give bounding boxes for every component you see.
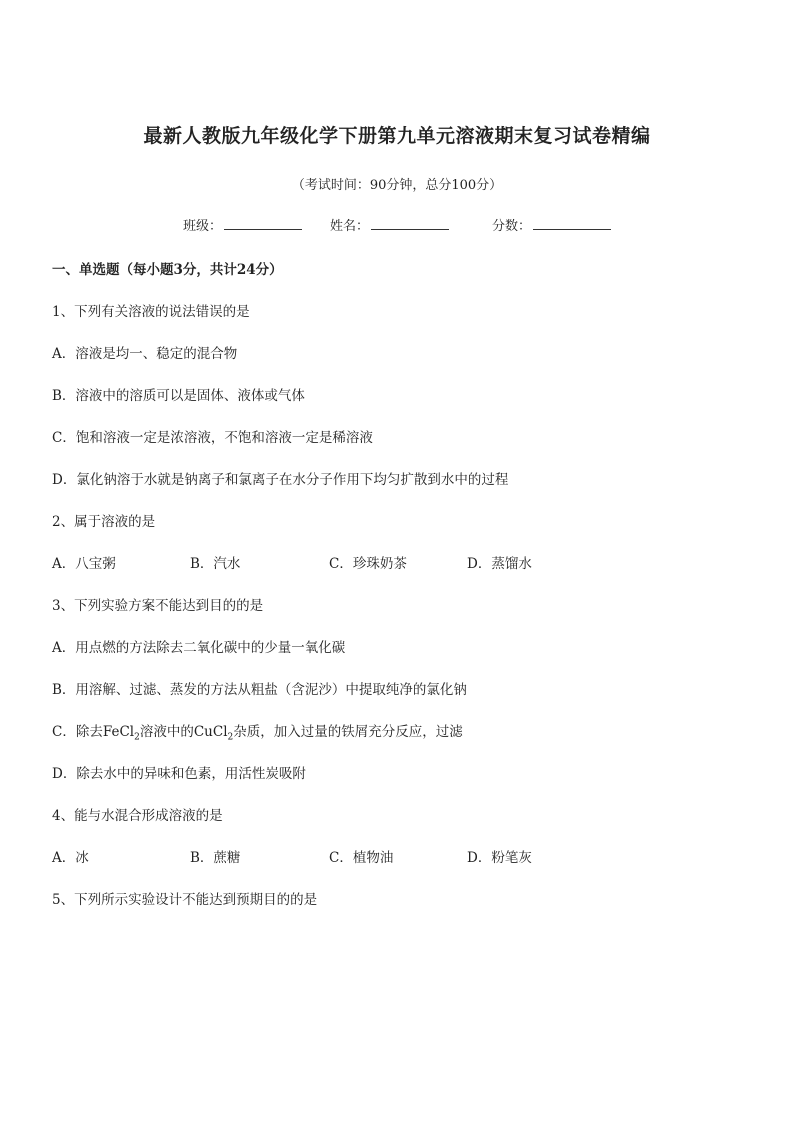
question-5-stem: 5、下列所示实验设计不能达到预期目的的是 [52,892,318,908]
question-1-stem: 1、下列有关溶液的说法错误的是 [52,304,250,320]
subscript-2: 2 [227,732,234,743]
question-3-option-a: A．用点燃的方法除去二氧化碳中的少量一氧化碳 [52,640,346,656]
question-1-option-b: B．溶液中的溶质可以是固体、液体或气体 [52,388,305,404]
name-label: 姓名： [330,219,370,234]
question-3-stem: 3、下列实验方案不能达到目的的是 [52,598,264,614]
question-3-option-c [52,720,463,743]
score-field [492,215,611,234]
score-label: 分数： [492,219,532,234]
question-4-option-c: C．植物油 [329,850,394,866]
question-3-option-c-middle: 溶液中的CuCl [139,724,228,740]
class-field [183,215,302,234]
question-1-option-a: A．溶液是均一、稳定的混合物 [52,346,238,362]
class-blank[interactable] [224,217,302,230]
question-3-option-c-prefix: C．除去FeCl [52,724,135,740]
question-2-options [52,552,752,572]
class-label: 班级： [183,219,223,234]
question-4-option-b: B．蔗糖 [190,850,241,866]
score-blank[interactable] [533,217,611,230]
name-blank[interactable] [371,217,449,230]
subscript-2: 2 [134,732,140,743]
question-2-option-c: C．珍珠奶茶 [329,556,407,572]
question-3-option-c-suffix: 杂质，加入过量的铁屑充分反应，过滤 [233,724,463,740]
question-2-option-d: D．蒸馏水 [467,556,532,572]
question-2-option-b: B．汽水 [190,556,241,572]
name-field [330,215,449,234]
question-1-option-d: D．氯化钠溶于水就是钠离子和氯离子在水分子作用下均匀扩散到水中的过程 [52,472,509,488]
question-4-stem: 4、能与水混合形成溶液的是 [52,808,223,824]
question-4-options [52,846,752,866]
question-3-option-b: B．用溶解、过滤、蒸发的方法从粗盐（含泥沙）中提取纯净的氯化钠 [52,682,467,698]
exam-duration-note: （考试时间：90分钟，总分100分） [291,178,503,193]
question-4-option-a: A．冰 [52,850,89,866]
question-3-option-d: D．除去水中的异味和色素，用活性炭吸附 [52,766,306,782]
section-heading: 一、单选题（每小题3分，共计24分） [52,262,283,278]
question-2-stem: 2、属于溶液的是 [52,514,156,530]
question-4-option-d: D．粉笔灰 [467,850,532,866]
question-2-option-a: A．八宝粥 [52,556,116,572]
exam-title: 最新人教版九年级化学下册第九单元溶液期末复习试卷精编 [143,125,651,147]
question-1-option-c: C．饱和溶液一定是浓溶液，不饱和溶液一定是稀溶液 [52,430,373,446]
